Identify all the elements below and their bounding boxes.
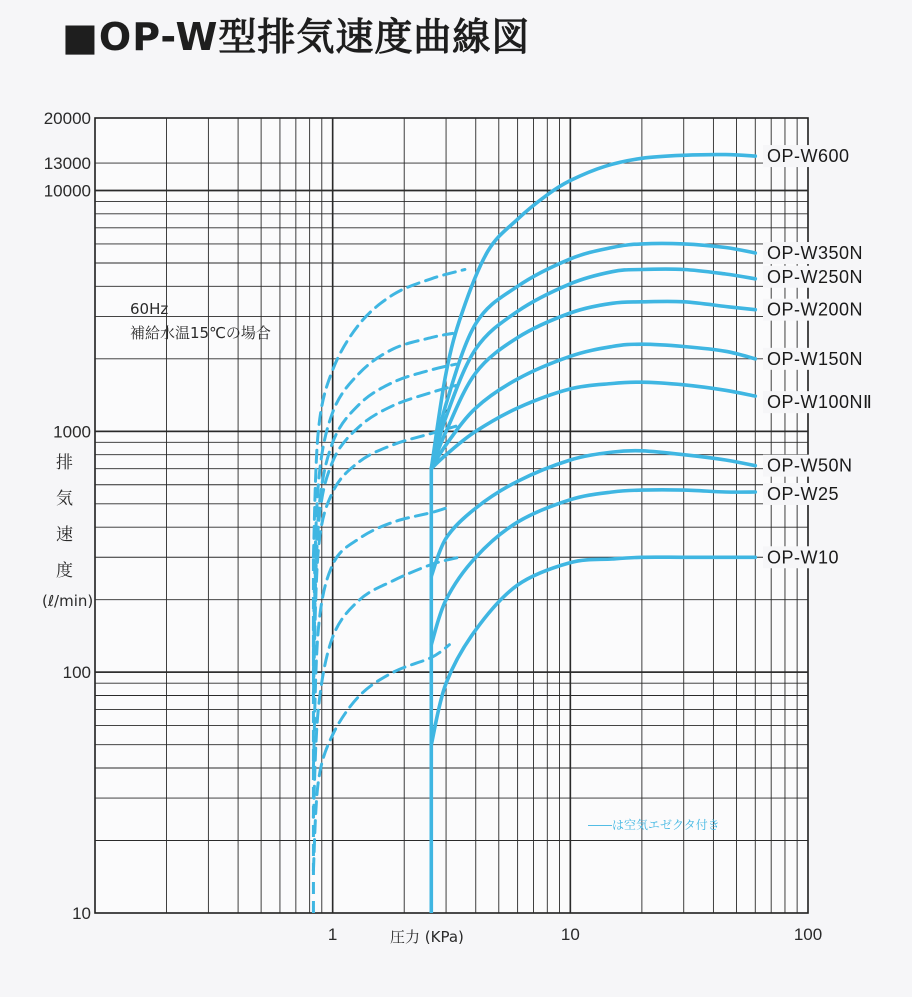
ylabel-char: 速 [56, 525, 73, 545]
page-title: ■OP-W型排気速度曲線図 [62, 15, 531, 59]
plot-frame [95, 118, 808, 913]
series-label: OP-W100NⅡ [767, 392, 873, 413]
note-frequency: 60Hz [130, 300, 169, 318]
y-tick-label: 1000 [53, 422, 91, 442]
series-label: OP-W350N [767, 243, 864, 264]
y-tick-label: 20000 [43, 109, 91, 128]
series-label: OP-W10 [767, 547, 840, 568]
series-label: OP-W200N [767, 299, 864, 320]
y-tick-label: 10000 [43, 181, 91, 201]
y-tick-label: 13000 [43, 154, 91, 174]
x-tick-label: 10 [560, 925, 580, 944]
x-tick-label: 100 [793, 925, 823, 944]
y-tick-label: 10 [72, 904, 91, 923]
x-axis-label: 圧力 (KPa) [390, 928, 464, 946]
x-tick-label: 1 [327, 925, 338, 944]
chart-grid [95, 118, 808, 913]
series-label: OP-W600 [767, 146, 850, 167]
series-label: OP-W150N [767, 348, 864, 369]
ylabel-char: 気 [56, 489, 73, 509]
series-label: OP-W25 [767, 483, 840, 504]
y-tick-label: 100 [62, 663, 91, 683]
ylabel-unit: (ℓ/min) [42, 592, 94, 610]
note-water-temp: 補給水温15℃の場合 [130, 324, 271, 342]
ylabel-char: 度 [56, 561, 73, 581]
series-label: OP-W50N [767, 455, 853, 476]
ylabel-char: 排 [56, 453, 73, 473]
series-label: OP-W250N [767, 266, 864, 287]
ejector-legend-note: ――は空気エゼクタ付き [588, 818, 720, 832]
